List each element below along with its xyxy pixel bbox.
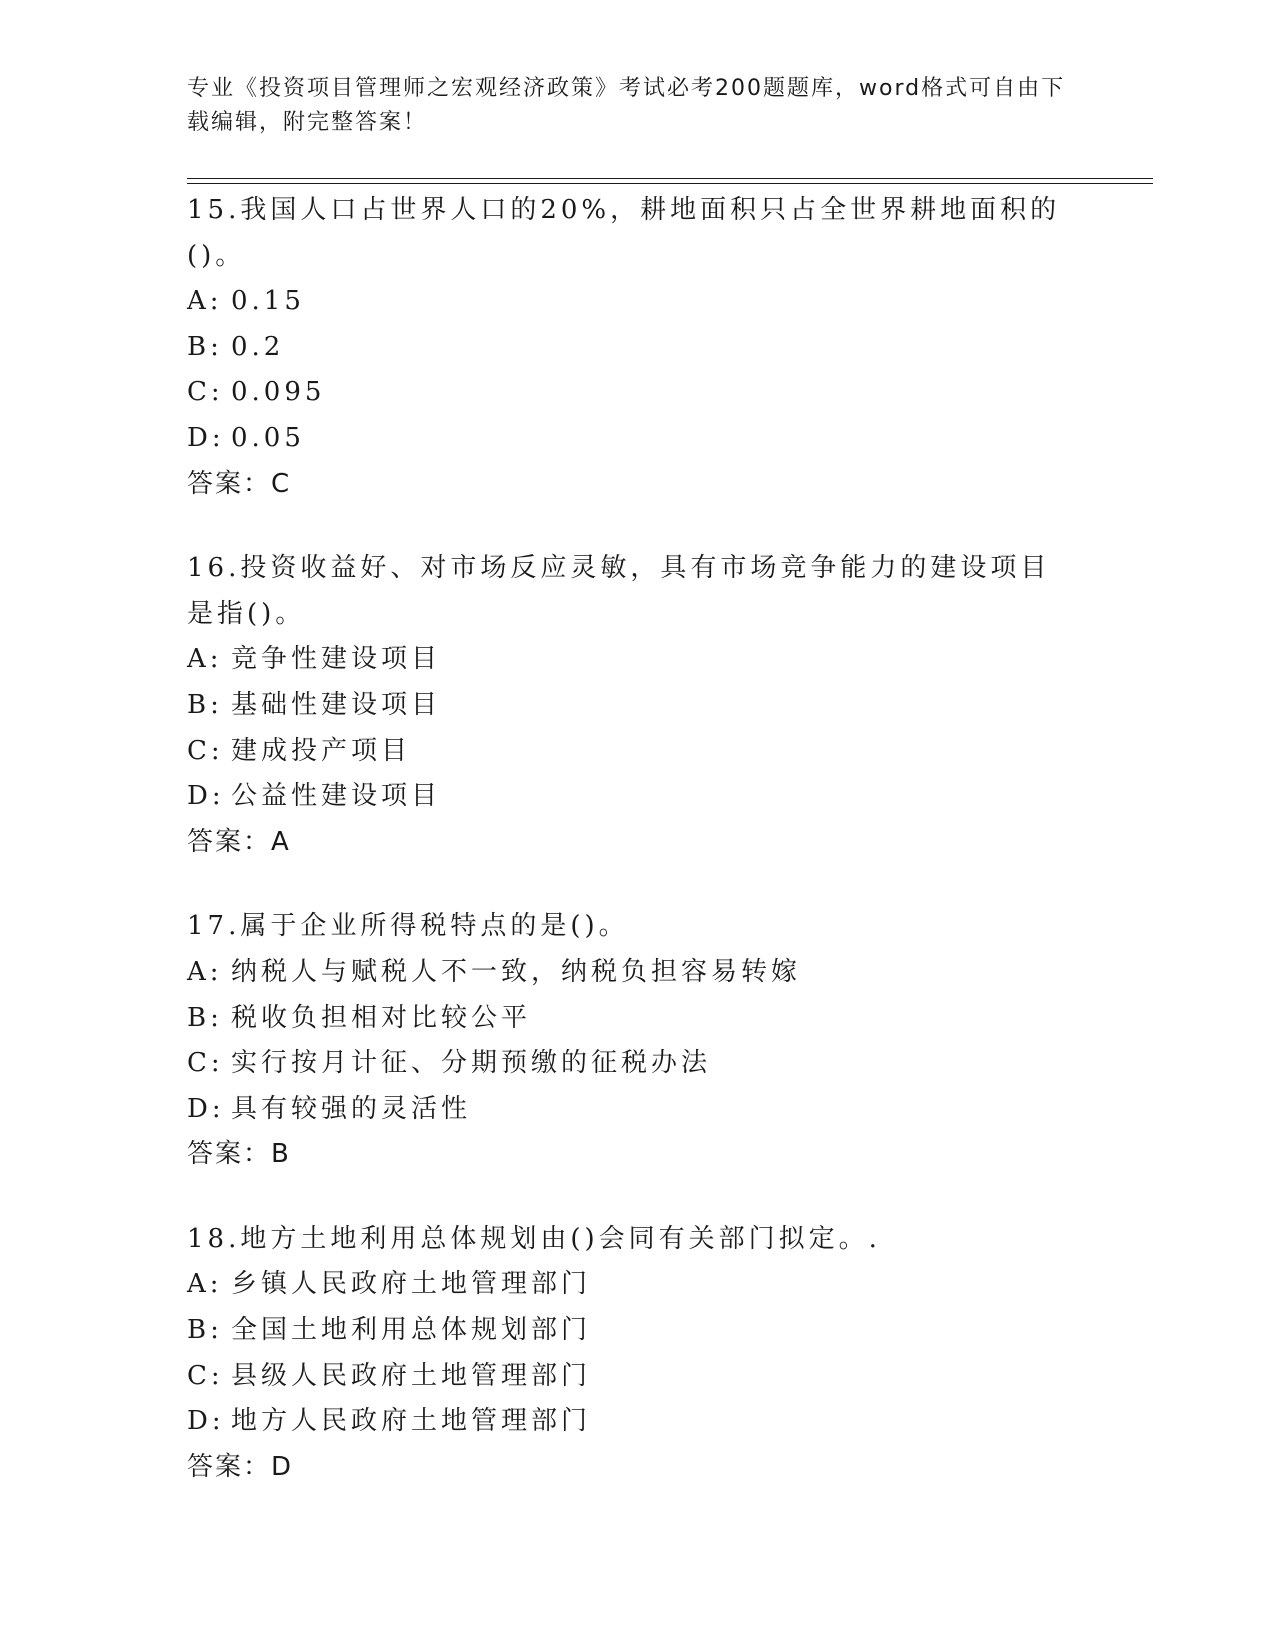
question-17 [187, 904, 1087, 1178]
option-key: B: [187, 689, 223, 720]
option-key: C: [187, 1048, 224, 1079]
option-a [187, 1262, 1087, 1308]
option-text: 0.15 [231, 286, 305, 317]
option-c [187, 370, 1087, 416]
question-text: 18.地方土地利用总体规划由()会同有关部门拟定。. [187, 1223, 881, 1254]
option-text: 纳税人与赋税人不一致，纳税负担容易转嫁 [231, 956, 802, 987]
answer: 答案：D [187, 1451, 294, 1482]
option-text: 实行按月计征、分期预缴的征税办法 [231, 1048, 712, 1079]
option-d [187, 1087, 1087, 1133]
option-c [187, 1354, 1087, 1400]
option-text: 具有较强的灵活性 [231, 1093, 472, 1124]
question-15 [187, 188, 1087, 507]
option-key: B: [187, 1002, 223, 1033]
option-c [187, 729, 1087, 775]
option-key: B: [187, 1315, 223, 1346]
header-divider-top [187, 178, 1153, 179]
option-key: D: [187, 1406, 225, 1437]
option-text: 税收负担相对比较公平 [231, 1002, 532, 1033]
option-a [187, 637, 1087, 683]
header-divider-bottom [187, 183, 1153, 184]
question-text: 17.属于企业所得税特点的是()。 [187, 911, 629, 942]
option-text: 竞争性建设项目 [231, 644, 442, 675]
option-key: A: [187, 644, 223, 675]
option-key: D: [187, 1093, 225, 1124]
option-a [187, 279, 1087, 325]
option-key: D: [187, 422, 225, 453]
answer: 答案：A [187, 826, 291, 857]
question-list [187, 188, 1087, 1529]
option-text: 0.05 [231, 422, 305, 453]
option-text: 基础性建设项目 [231, 689, 442, 720]
option-b [187, 325, 1087, 371]
option-text: 县级人民政府土地管理部门 [231, 1360, 592, 1391]
document-header: 专业《投资项目管理师之宏观经济政策》考试必考200题题库，word格式可自由下载编辑，附完整答案！ [187, 76, 1066, 135]
option-text: 地方人民政府土地管理部门 [231, 1406, 592, 1437]
option-d [187, 774, 1087, 820]
option-b [187, 1308, 1087, 1354]
option-key: B: [187, 331, 223, 362]
question-text: 16.投资收益好、对市场反应灵敏，具有市场竞争能力的建设项目是指()。 [187, 553, 1051, 629]
option-c [187, 1041, 1087, 1087]
option-text: 乡镇人民政府土地管理部门 [231, 1269, 592, 1300]
option-d [187, 1399, 1087, 1445]
option-key: C: [187, 377, 224, 408]
option-key: A: [187, 286, 223, 317]
option-d [187, 416, 1087, 462]
option-text: 0.095 [231, 377, 326, 408]
option-key: D: [187, 781, 225, 812]
option-a [187, 950, 1087, 996]
option-text: 0.2 [231, 331, 285, 362]
option-b [187, 996, 1087, 1042]
question-text: 15.我国人口占世界人口的20%，耕地面积只占全世界耕地面积的()。 [187, 195, 1061, 271]
question-16 [187, 546, 1087, 865]
question-18 [187, 1217, 1087, 1491]
option-key: C: [187, 1360, 224, 1391]
option-key: C: [187, 735, 224, 766]
option-text: 全国土地利用总体规划部门 [231, 1315, 592, 1346]
answer: 答案：B [187, 1139, 291, 1170]
option-key: A: [187, 1269, 223, 1300]
option-text: 建成投产项目 [231, 735, 412, 766]
answer: 答案：C [187, 468, 292, 499]
option-b [187, 683, 1087, 729]
option-text: 公益性建设项目 [231, 781, 442, 812]
option-key: A: [187, 956, 223, 987]
